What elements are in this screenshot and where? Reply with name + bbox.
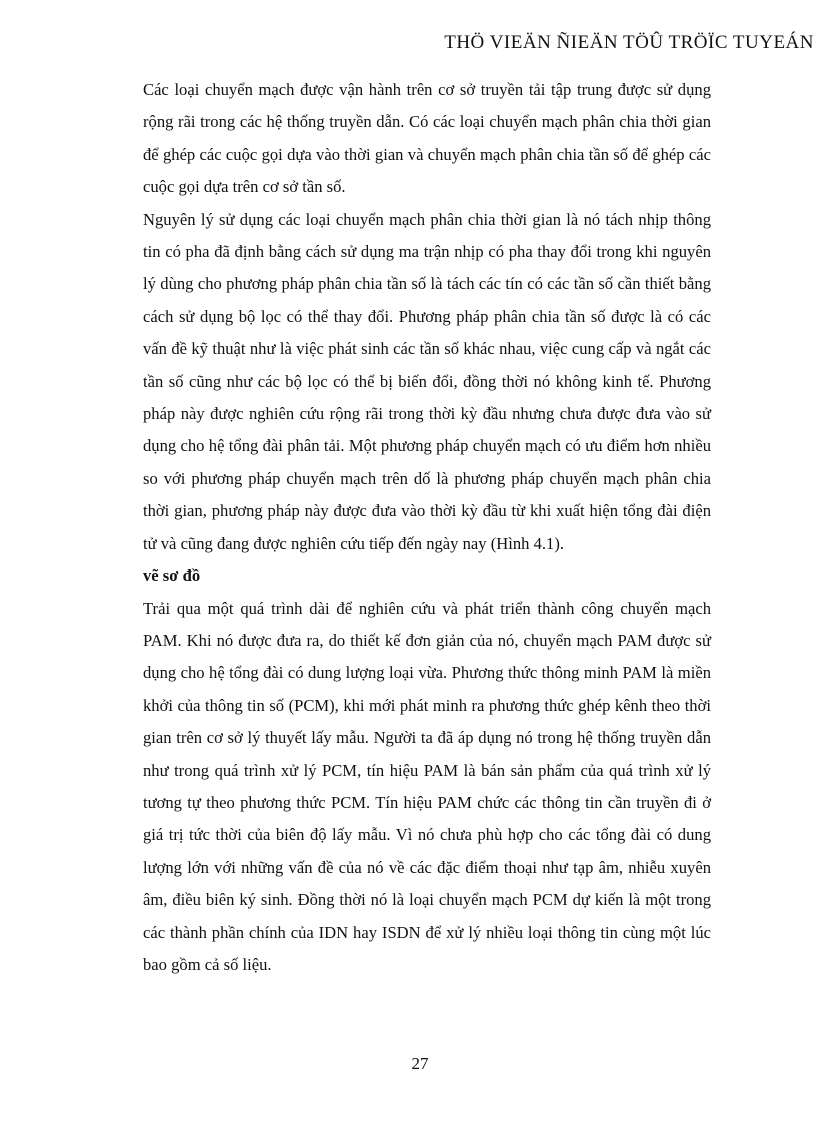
section-heading: vẽ sơ đồ — [143, 566, 201, 586]
page-number: 27 — [411, 1054, 429, 1073]
paragraph: Nguyên lý sử dụng các loại chuyển mạch phân chia thời gian là nó tách nhịp thông tin có pha đã định bằng cách sử dụng ma trận nhịp có pha thay đổi trong khi nguyên lý dùng cho phương pháp phân chia tần số là tách các tín có các tần số cần thiết bằng cách sử dụng bộ lọc có thể thay đổi. Phương pháp phân chia tần số được là có các vấn đề kỹ thuật như là việc phát sinh các tần số khác nhau, việc cung cấp và ngắt các tần số cũng như các bộ lọc có thể bị biến đổi, đồng thời nó không kinh tế. Phương pháp này được nghiên cứu rộng rãi trong thời kỳ đầu nhưng chưa được đưa vào sử dụng cho hệ tổng đài phân tải. Một phương pháp chuyển mạch có ưu điểm hơn nhiều so với phương pháp chuyển mạch trên dố là phương pháp chuyển mạch phân chia thời gian, phương pháp này được đưa vào thời kỳ đầu từ khi xuất hiện tổng đài điện tử và cũng đang được nghiên cứu tiếp đến ngày nay (Hình 4.1). — [143, 209, 711, 553]
paragraph: Trải qua một quá trình dài để nghiên cứu và phát triển thành công chuyển mạch PAM. Khi nó được đưa ra, do thiết kế đơn giản của nó, chuyển mạch PAM được sử dụng cho hệ tổng đài có dung lượng loại vừa. Phương thức thông minh PAM là miền khởi của thông tin số (PCM), khi mới phát minh ra phương thức ghép kênh theo thời gian trên cơ sở lý thuyết lấy mẫu. Người ta đã áp dụng nó trong hệ thống truyền dẫn như trong quá trình xử lý PCM, tín hiệu PAM là bán sản phẩm của quá trình xử lý tương tự theo phương thức PCM. Tín hiệu PAM chức các thông tin cần truyền đi ở giá trị tức thời của biên độ lấy mẫu. Vì nó chưa phù hợp cho các tổng đài có dung lượng lớn với những vấn đề của nó về các đặc điểm thoại như tạp âm, nhiễu xuyên âm, điều biên ký sinh. Đồng thời nó là loại chuyển mạch PCM dự kiến là một trong các thành phần chính của IDN hay ISDN để xử lý nhiều loại thông tin cùng một lúc bao gồm cả số liệu. — [143, 598, 711, 974]
running-header: THÖ VIEÄN ÑIEÄN TÖÛ TRÖÏC TUYEÁN — [444, 32, 814, 53]
body-text — [143, 74, 711, 981]
paragraph: Các loại chuyển mạch được vận hành trên cơ sở truyền tải tập trung được sử dụng rộng rãi trong các hệ thống truyền dẫn. Có các loại chuyển mạch phân chia thời gian để ghép các cuộc gọi dựa vào thời gian và chuyển mạch phân chia tần số để ghép các cuộc gọi dựa trên cơ sở tần số. — [143, 80, 711, 197]
